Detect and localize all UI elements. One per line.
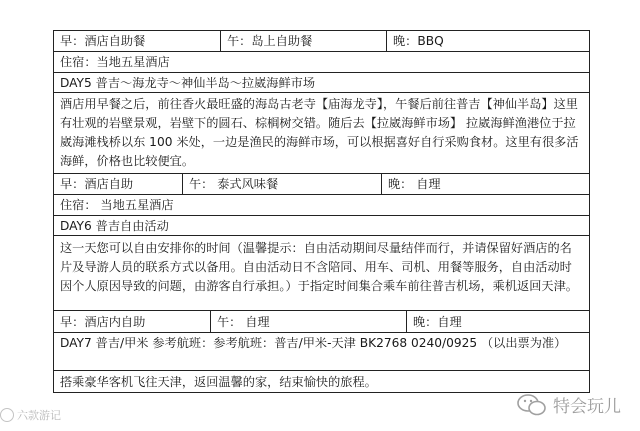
watermark-right-text: 特会玩儿 bbox=[553, 397, 621, 417]
dinner-cell: 晚：BBQ bbox=[386, 31, 589, 51]
itinerary-table bbox=[53, 30, 590, 393]
day7-desc-row bbox=[54, 371, 589, 393]
breakfast-cell: 早：酒店自助餐 bbox=[60, 34, 146, 48]
day7-row bbox=[54, 333, 589, 371]
hotel-row-day4 bbox=[54, 52, 589, 73]
meal-row-day6 bbox=[54, 311, 589, 333]
hotel-cell: 住宿：当地五星酒店 bbox=[60, 55, 170, 69]
watermark-left-text: 六款游记 bbox=[17, 409, 61, 422]
dinner-cell: 晚：自理 bbox=[406, 311, 589, 332]
watermark-right bbox=[517, 392, 621, 417]
meal-row-day4 bbox=[54, 31, 589, 52]
watermark-left bbox=[0, 407, 61, 423]
lunch-cell: 午：岛上自助餐 bbox=[220, 31, 386, 51]
meal-row-day5 bbox=[54, 174, 589, 195]
day5-title-row bbox=[54, 73, 589, 93]
hotel-row-day5 bbox=[54, 195, 589, 216]
day5-title: DAY5 普吉～海龙寺～神仙半岛～拉崴海鲜市场 bbox=[60, 76, 316, 90]
day7-flight-info: DAY7 普吉/甲米 参考航班：参考航班：普吉/甲米-天津 BK2768 0240/0925 （以出票为准） bbox=[60, 336, 567, 350]
breakfast-cell: 早：酒店自助 bbox=[60, 177, 134, 191]
wechat-icon bbox=[517, 393, 547, 417]
day6-description: 这一天您可以自由安排你的时间（温馨提示：自由活动期间尽量结伴而行，并请保留好酒店的名片及导游人员的联系方式以备用。自由活动日不含陪同、用车、司机、用餐等服务，自由活动时因个人原因导致的问题，由游客自行承担。）于指定时间集合乘车前往普吉机场，乘机返回天津。 bbox=[60, 241, 578, 293]
lunch-cell: 午： 自理 bbox=[210, 311, 406, 332]
day7-description: 搭乘豪华客机飞往天津，返回温馨的家，结束愉快的旅程。 bbox=[60, 375, 377, 389]
dinner-cell: 晚： 自理 bbox=[381, 174, 589, 194]
day5-description: 酒店用早餐之后，前往香火最旺盛的海岛古老寺【庙海龙寺】，午餐后前往普吉【神仙半岛】这里有壮观的岩壁景观，岩壁下的圆石、棕榈树交错。随后去【拉崴海鲜市场】 拉崴海鲜渔港位于拉崴海滩栈桥以东 100 米处，一边是渔民的海鲜市场，可以根据喜好自行采购食材。这里有很多活海鲜，价格也比较便宜。 bbox=[60, 97, 579, 168]
watermark-logo-icon bbox=[0, 408, 14, 422]
day6-title: DAY6 普吉自由活动 bbox=[60, 219, 169, 233]
day5-desc-row bbox=[54, 93, 589, 174]
breakfast-cell: 早：酒店内自助 bbox=[60, 315, 146, 329]
hotel-cell: 住宿： 当地五星酒店 bbox=[60, 198, 174, 212]
day6-desc-row bbox=[54, 236, 589, 311]
lunch-cell: 午： 泰式风味餐 bbox=[182, 174, 381, 194]
day6-title-row bbox=[54, 216, 589, 236]
